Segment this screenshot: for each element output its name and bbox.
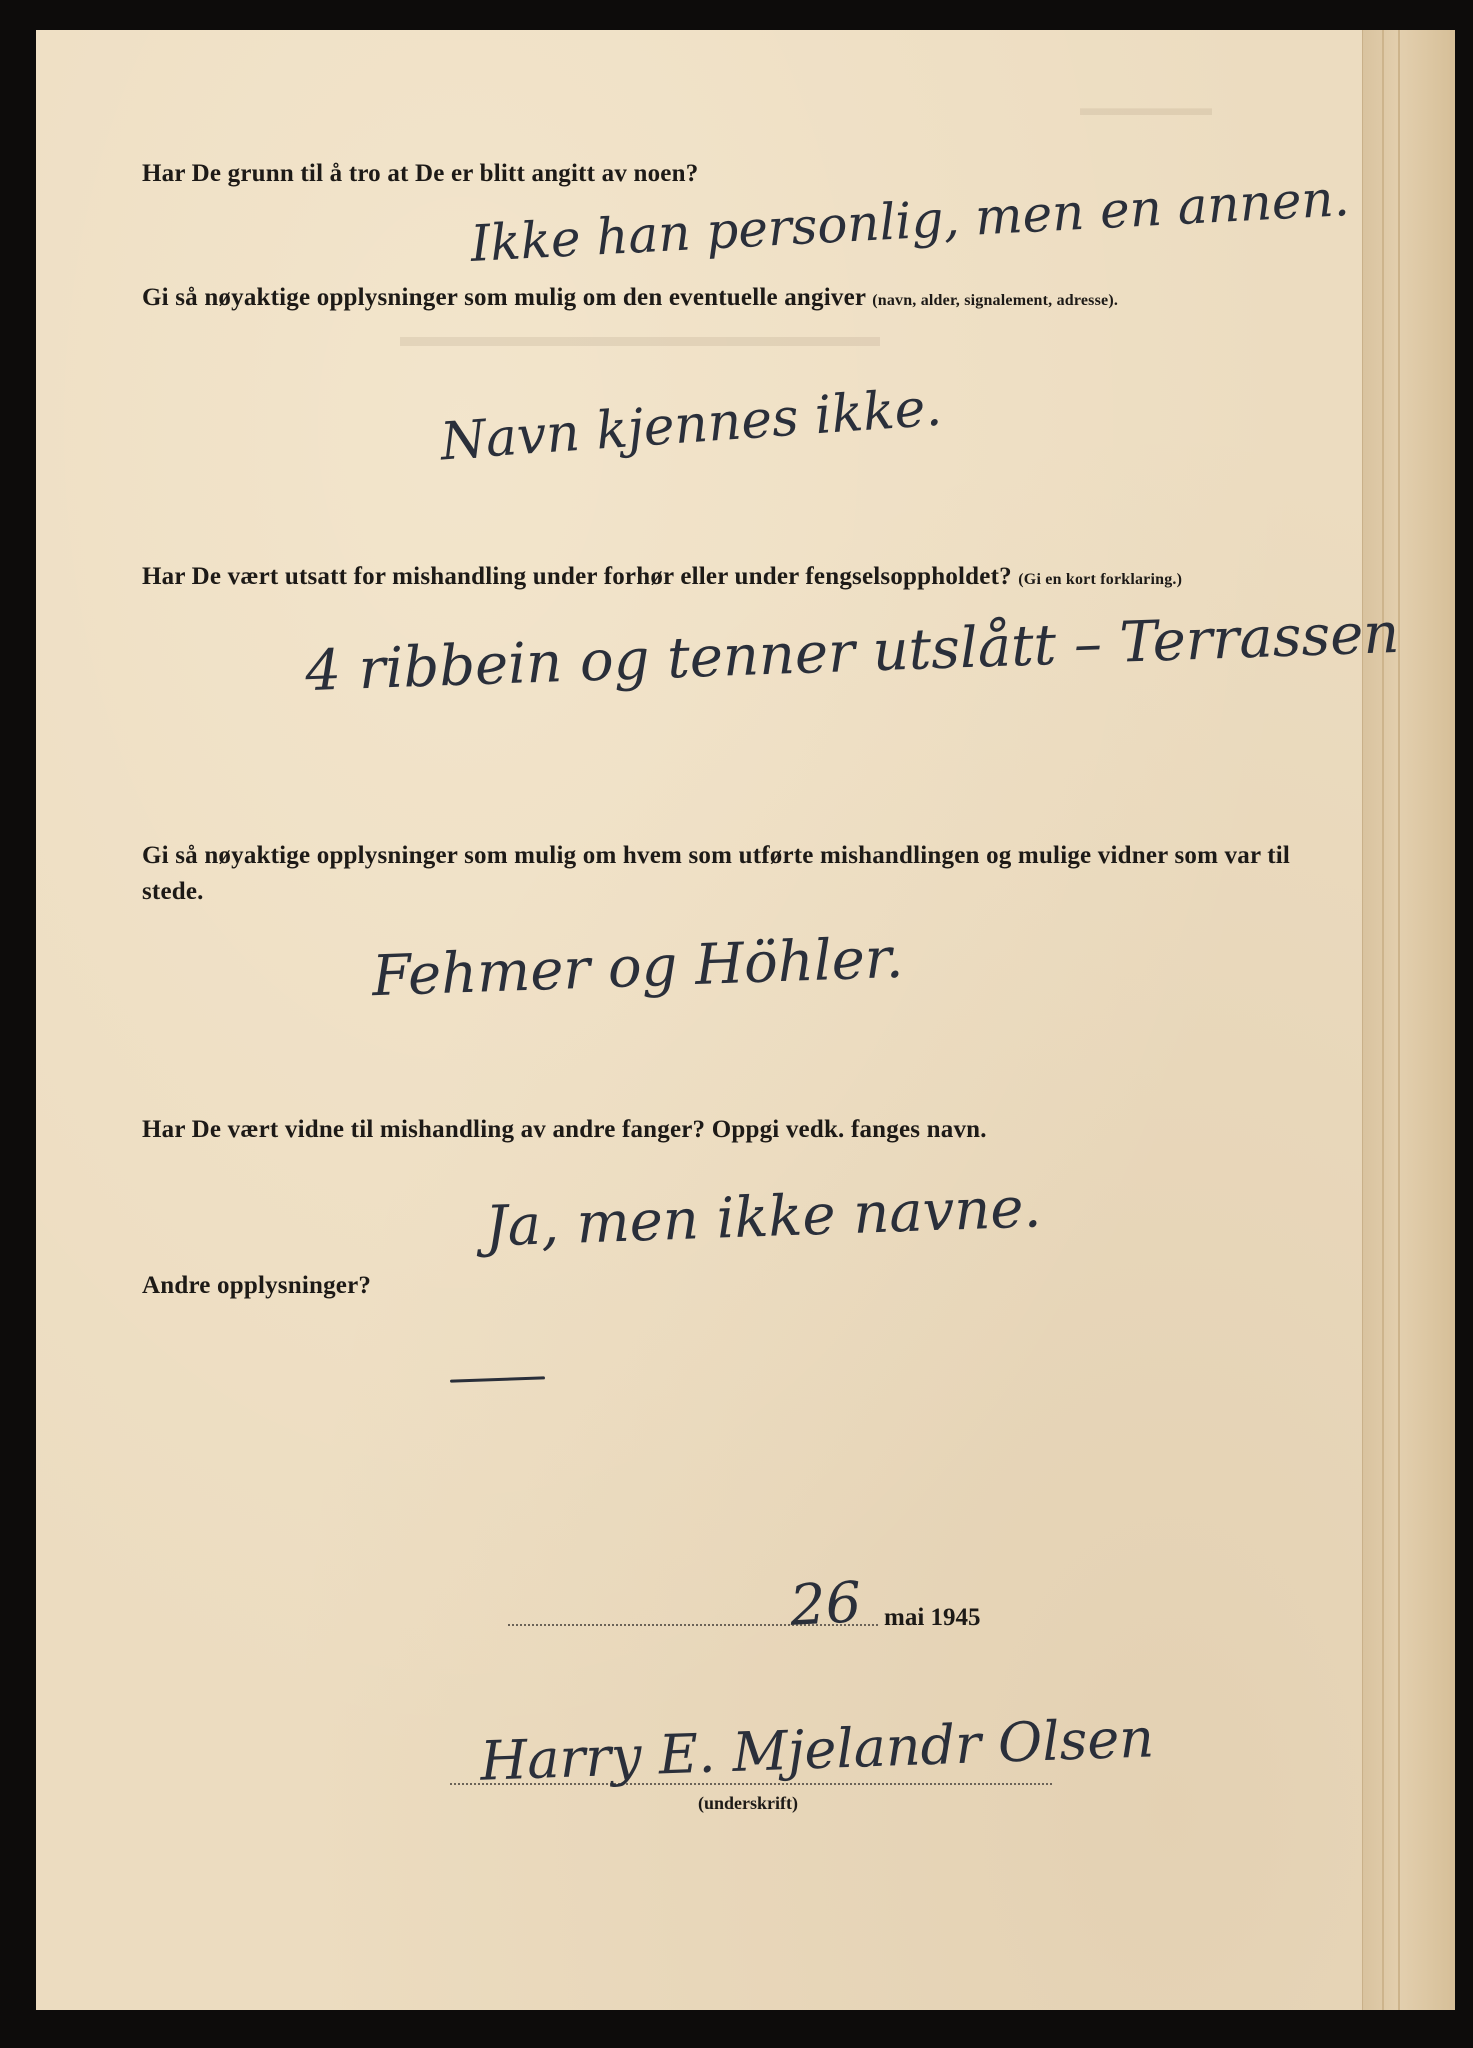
- bleed-through: ▬▬▬▬▬▬: [1080, 95, 1212, 120]
- question-informer-details-text: Gi så nøyaktige opplysninger som mulig om den eventuelle angiver: [142, 284, 866, 311]
- question-informer-details: [142, 284, 1118, 312]
- page-edge-line: [1398, 30, 1400, 2010]
- question-mistreatment: [142, 563, 1182, 591]
- answer-informer-details: Navn kjennes ikke.: [438, 377, 944, 473]
- answer-accused-by-someone: Ikke han personlig, men en annen.: [469, 169, 1351, 273]
- question-accused-by-someone: Har De grunn til å tro at De er blitt angitt av noen?: [142, 160, 699, 187]
- page-edge: [1362, 30, 1455, 2010]
- answer-perpetrators-witnesses: Fehmer og Höhler.: [371, 925, 905, 1010]
- answer-witnessed-mistreatment: Ja, men ikke navne.: [484, 1175, 1043, 1260]
- question-perpetrators-witnesses: Gi så nøyaktige opplysninger som mulig om hvem som utførte mishandlingen og mulige vidner som var til stede.: [142, 842, 1291, 905]
- bleed-through: ▬▬▬▬▬▬▬▬▬▬▬▬▬▬▬▬: [400, 320, 880, 353]
- page-edge-line: [1382, 30, 1384, 2010]
- question-informer-details-note: (navn, alder, signalement, adresse).: [872, 292, 1119, 309]
- question-mistreatment-note: (Gi en kort forklaring.): [1018, 571, 1183, 588]
- question-other-information: Andre opplysninger?: [142, 1272, 372, 1299]
- date-day: 26: [788, 1570, 863, 1639]
- question-witnessed-mistreatment: Har De vært vidne til mishandling av andre fanger? Oppgi vedk. fanges navn.: [142, 1116, 987, 1143]
- signature: Harry E. Mjelandr Olsen: [479, 1706, 1156, 1793]
- question-mistreatment-text: Har De vært utsatt for mishandling under forhør eller under fengselsoppholdet?: [142, 563, 1012, 590]
- answer-mistreatment: 4 ribbein og tenner utslått – Terrassen: [304, 600, 1401, 705]
- date-month-year: mai 1945: [884, 1604, 981, 1631]
- signature-caption: (underskrift): [698, 1793, 798, 1813]
